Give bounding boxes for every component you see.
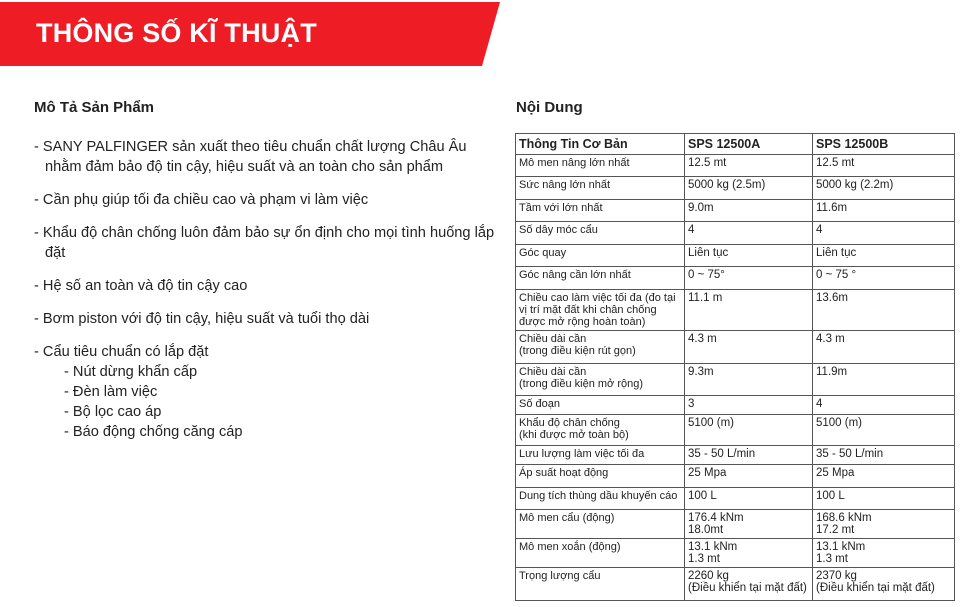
spec-value: 0 ~ 75°	[685, 267, 813, 290]
page-title: THÔNG SỐ KĨ THUẬT	[36, 18, 317, 48]
spec-value: 35 - 50 L/min	[813, 446, 955, 465]
spec-label: Mô men cẩu (động)	[516, 510, 685, 539]
table-row	[516, 200, 955, 222]
spec-label: Mô men nâng lớn nhất	[516, 155, 685, 177]
spec-label: Sức nâng lớn nhất	[516, 177, 685, 200]
description-item: - Cẩu tiêu chuẩn có lắp đặt	[34, 344, 209, 360]
table-row	[516, 364, 955, 396]
spec-value: 4.3 m	[813, 331, 955, 364]
spec-label: Dung tích thùng dầu khuyến cáo	[516, 488, 685, 510]
spec-label: Số đoạn	[516, 396, 685, 415]
table-row	[516, 446, 955, 465]
spec-label: Lưu lượng làm việc tối đa	[516, 446, 685, 465]
spec-value: 9.0m	[685, 200, 813, 222]
table-row	[516, 465, 955, 488]
spec-value: 4	[813, 222, 955, 245]
spec-value: 0 ~ 75 °	[813, 267, 955, 290]
description-item: - Hệ số an toàn và độ tin cậy cao	[34, 278, 248, 294]
table-row	[516, 415, 955, 446]
spec-value: 100 L	[685, 488, 813, 510]
spec-label: Chiều cao làm việc tối đa (đo tại vị trí mặt đất khi chân chống được mở rộng hoàn toàn)	[516, 290, 685, 331]
table-row	[516, 267, 955, 290]
spec-value: 13.1 kNm 1.3 mt	[813, 539, 955, 568]
spec-label: Chiều dài cần (trong điều kiện mở rộng)	[516, 364, 685, 396]
description-subitem: - Nút dừng khẩn cấp	[64, 364, 198, 380]
spec-value: 100 L	[813, 488, 955, 510]
spec-value: 168.6 kNm 17.2 mt	[813, 510, 955, 539]
spec-value: 12.5 mt	[813, 155, 955, 177]
table-row	[516, 539, 955, 568]
spec-label: Góc nâng cần lớn nhất	[516, 267, 685, 290]
table-row	[516, 396, 955, 415]
spec-value: 3	[685, 396, 813, 415]
spec-value: 9.3m	[685, 364, 813, 396]
description-item: - SANY PALFINGER sản xuất theo tiêu chuẩn chất lượng Châu Âu nhằm đảm bảo độ tin cậy, hiệu suất và an toàn cho sản phẩm	[34, 139, 467, 175]
description-subitem: - Đèn làm việc	[64, 384, 158, 400]
spec-value: 2370 kg (Điều khiển tại mặt đất)	[813, 568, 955, 601]
spec-label: Trọng lượng cẩu	[516, 568, 685, 601]
table-row	[516, 177, 955, 200]
spec-value: 4	[813, 396, 955, 415]
spec-label: Góc quay	[516, 245, 685, 267]
spec-value: 25 Mpa	[685, 465, 813, 488]
spec-value: 4.3 m	[685, 331, 813, 364]
header-basic-info: Thông Tin Cơ Bản	[516, 134, 685, 155]
spec-value: 11.9m	[813, 364, 955, 396]
spec-value: 5100 (m)	[813, 415, 955, 446]
header-model-a: SPS 12500A	[685, 134, 813, 155]
spec-label: Số dây móc cẩu	[516, 222, 685, 245]
description-item: - Cần phụ giúp tối đa chiều cao và phạm vi làm việc	[34, 192, 369, 208]
table-row	[516, 488, 955, 510]
spec-value: Liên tục	[813, 245, 955, 267]
spec-label: Tầm với lớn nhất	[516, 200, 685, 222]
spec-value: 25 Mpa	[813, 465, 955, 488]
table-row	[516, 155, 955, 177]
table-row	[516, 568, 955, 601]
table-row	[516, 510, 955, 539]
table-row	[516, 222, 955, 245]
description-item: - Bơm piston với độ tin cậy, hiệu suất và tuổi thọ dài	[34, 311, 370, 327]
spec-value: 2260 kg (Điều khiển tại mặt đất)	[685, 568, 813, 601]
product-description-list	[34, 137, 504, 442]
table-row	[516, 331, 955, 364]
spec-label: Khẩu độ chân chống (khi được mở toàn bộ)	[516, 415, 685, 446]
spec-label: Mô men xoắn (động)	[516, 539, 685, 568]
spec-label: Chiều dài cần (trong điều kiện rút gọn)	[516, 331, 685, 364]
table-row	[516, 245, 955, 267]
content-heading: Nội Dung	[516, 99, 583, 116]
spec-value: 176.4 kNm 18.0mt	[685, 510, 813, 539]
spec-value: 12.5 mt	[685, 155, 813, 177]
spec-label: Áp suất hoạt động	[516, 465, 685, 488]
product-description-heading: Mô Tả Sản Phẩm	[34, 99, 155, 116]
spec-value: 5000 kg (2.5m)	[685, 177, 813, 200]
description-subitem: - Bộ lọc cao áp	[64, 404, 162, 420]
spec-value: 13.1 kNm 1.3 mt	[685, 539, 813, 568]
header-model-b: SPS 12500B	[813, 134, 955, 155]
spec-value: 35 - 50 L/min	[685, 446, 813, 465]
spec-value: 5000 kg (2.2m)	[813, 177, 955, 200]
spec-value: 4	[685, 222, 813, 245]
spec-value: 13.6m	[813, 290, 955, 331]
description-subitem: - Báo động chống căng cáp	[64, 424, 243, 440]
table-row	[516, 290, 955, 331]
spec-value: 11.6m	[813, 200, 955, 222]
description-item: - Khẩu độ chân chống luôn đảm bảo sự ổn định cho mọi tình huống lắp đặt	[34, 225, 495, 261]
spec-table	[515, 133, 955, 601]
spec-value: Liên tục	[685, 245, 813, 267]
spec-value: 5100 (m)	[685, 415, 813, 446]
spec-value: 11.1 m	[685, 290, 813, 331]
